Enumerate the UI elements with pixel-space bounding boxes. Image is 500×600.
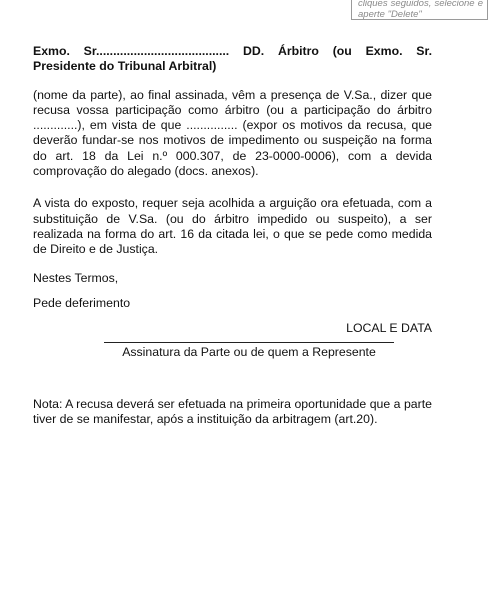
salutation-heading: Exmo. Sr....................................... DD. Árbitro (ou Exmo. Sr. Presidente do Tribunal Arbitral)	[33, 44, 432, 74]
signature-block	[104, 342, 394, 360]
local-e-data: LOCAL E DATA	[346, 321, 432, 336]
instruction-hint-text: cliques seguidos, selecione e aperte "Delete"	[358, 0, 483, 20]
closing-nestes-termos: Nestes Termos,	[33, 270, 119, 285]
instruction-hint-box	[351, 0, 488, 20]
footnote-nota: Nota: A recusa deverá ser efetuada na primeira oportunidade que a parte tiver de se manifestar, após a instituição da arbitragem (art.20).	[33, 397, 432, 427]
paragraph-recusa: (nome da parte), ao final assinada, vêm a presença de V.Sa., dizer que recusa vossa participação como árbitro (ou a participação do árbitro .............), em vista de que ............... (expor os motivos da recusa, que deverão fundar-se nos motivos de impedimento ou suspeição na forma do art. 18 da Lei n.º 000.307, de 23-0000-0006), com a devida comprovação do alegado (docs. anexos).	[33, 87, 432, 179]
document-body	[33, 44, 432, 336]
signature-label: Assinatura da Parte ou de quem a Represente	[122, 345, 376, 359]
closing-pede-deferimento: Pede deferimento	[33, 295, 131, 310]
paragraph-requerimento: A vista do exposto, requer seja acolhida a arguição ora efetuada, com a substituição de V.Sa. (ou do árbitro impedido ou suspeito), a ser realizada na forma do art. 16 da citada lei, o que se pede como medida de Direito e de Justiça.	[33, 196, 432, 257]
signature-line	[104, 342, 394, 343]
